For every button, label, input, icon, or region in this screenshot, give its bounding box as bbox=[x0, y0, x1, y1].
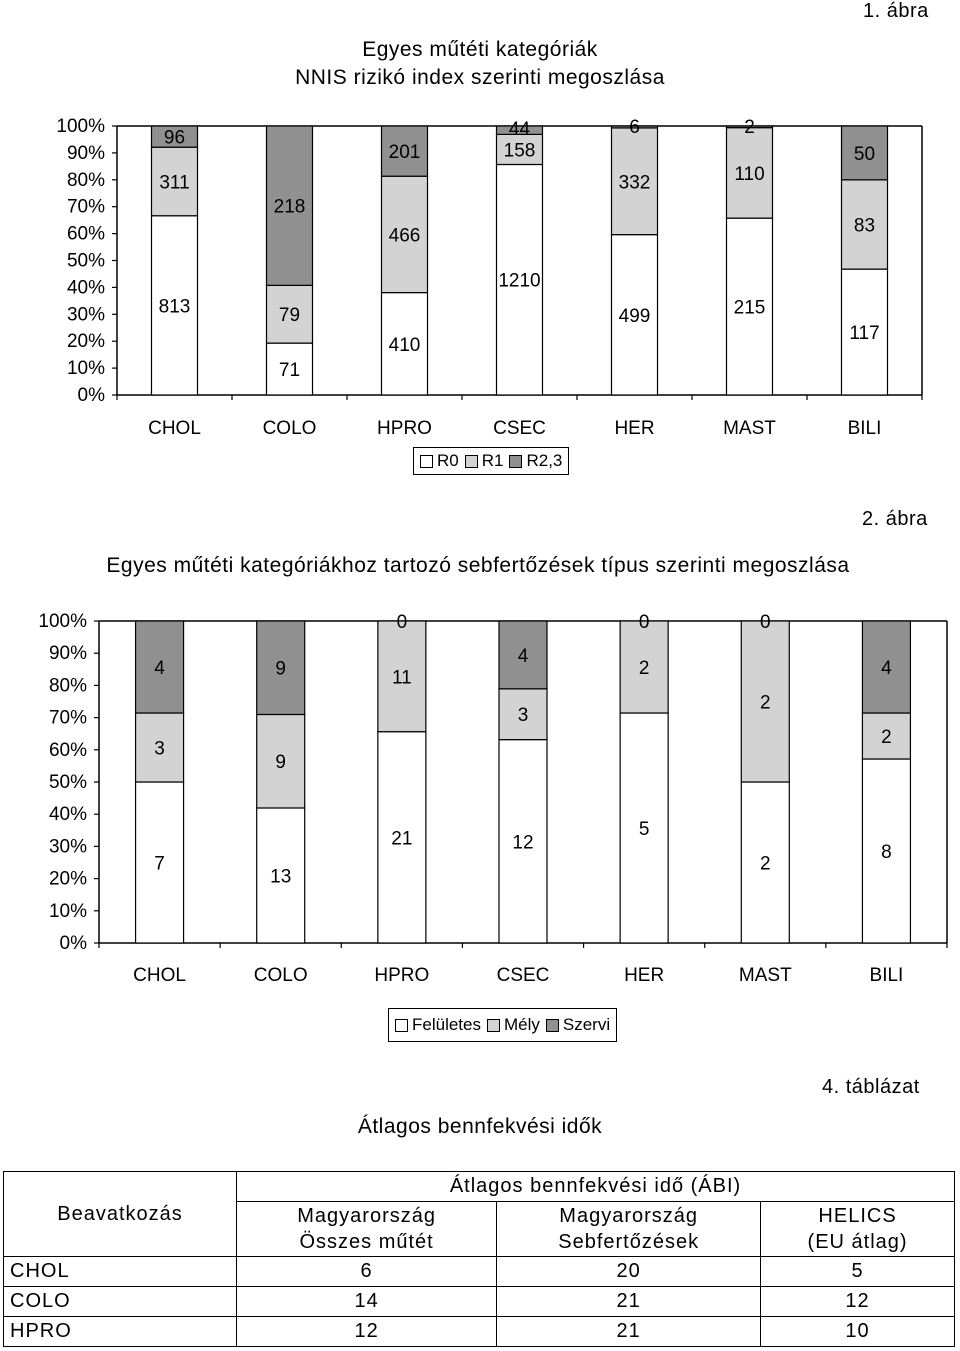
y-tick-label: 10% bbox=[48, 900, 87, 922]
category-label: CSEC bbox=[493, 418, 546, 439]
table4-label: 4. táblázat bbox=[822, 1076, 920, 1098]
data-label: 2 bbox=[759, 853, 771, 875]
header-col3-line2: (EU átlag) bbox=[807, 1231, 908, 1253]
data-label: 44 bbox=[508, 119, 531, 140]
category-label: CSEC bbox=[496, 965, 550, 986]
data-label: 218 bbox=[273, 196, 306, 218]
row-value: 21 bbox=[497, 1317, 761, 1347]
figure2-title: Egyes műtéti kategóriákhoz tartozó sebfertőzések típus szerinti megoszlása bbox=[106, 554, 850, 577]
y-tick-label: 10% bbox=[66, 358, 105, 380]
data-label: 3 bbox=[517, 705, 529, 727]
y-tick-label: 70% bbox=[48, 707, 87, 729]
y-tick-label: 90% bbox=[48, 643, 87, 665]
y-tick-label: 60% bbox=[66, 223, 105, 245]
category-label: BILI bbox=[869, 965, 904, 986]
data-label: 813 bbox=[158, 296, 191, 318]
figure1-title-line2: NNIS rizikó index szerinti megoszlása bbox=[295, 66, 665, 89]
y-tick-label: 100% bbox=[38, 611, 87, 632]
y-tick-label: 80% bbox=[48, 675, 87, 697]
figure1-label: 1. ábra bbox=[863, 0, 929, 22]
category-label: HER bbox=[614, 418, 655, 439]
header-col3-line1: HELICS bbox=[818, 1205, 897, 1227]
row-value: 12 bbox=[761, 1287, 955, 1317]
data-label: 96 bbox=[163, 127, 186, 149]
data-label: 0 bbox=[638, 612, 650, 633]
row-value: 12 bbox=[237, 1317, 497, 1347]
y-tick-label: 20% bbox=[48, 868, 87, 890]
legend-item-mely bbox=[487, 1015, 540, 1035]
header-col2 bbox=[497, 1202, 761, 1257]
row-value: 10 bbox=[761, 1317, 955, 1347]
data-label: 4 bbox=[517, 645, 529, 667]
data-label: 2 bbox=[759, 692, 771, 714]
legend-label-feluletes: Felületes bbox=[412, 1015, 481, 1034]
y-tick-label: 40% bbox=[48, 804, 87, 826]
data-label: 466 bbox=[388, 225, 421, 247]
data-label: 410 bbox=[388, 334, 421, 356]
row-value: 21 bbox=[497, 1287, 761, 1317]
category-label: CHOL bbox=[133, 965, 186, 986]
data-label: 3 bbox=[154, 738, 165, 760]
data-label: 2 bbox=[744, 117, 755, 138]
header-group-abi: Átlagos bennfekvési idő (ÁBI) bbox=[237, 1172, 955, 1202]
category-label: BILI bbox=[847, 418, 882, 439]
abi-table bbox=[3, 1171, 955, 1347]
category-label: HER bbox=[624, 965, 665, 986]
header-col1 bbox=[237, 1202, 497, 1257]
data-label: 0 bbox=[396, 612, 408, 633]
legend-swatch-mely bbox=[487, 1019, 500, 1032]
data-label: 6 bbox=[629, 117, 640, 138]
data-label: 110 bbox=[734, 163, 765, 185]
legend-item-feluletes bbox=[395, 1015, 481, 1035]
table4-title: Átlagos bennfekvési idők bbox=[357, 1115, 603, 1138]
data-label: 215 bbox=[733, 297, 766, 319]
data-label: 13 bbox=[270, 866, 292, 888]
data-label: 4 bbox=[881, 658, 892, 679]
row-name: CHOL bbox=[4, 1257, 237, 1287]
row-value: 20 bbox=[497, 1257, 761, 1287]
data-label: 12 bbox=[512, 832, 534, 854]
data-label: 499 bbox=[618, 305, 651, 327]
legend-swatch-szervi bbox=[546, 1019, 559, 1032]
figure2-label: 2. ábra bbox=[862, 508, 928, 530]
row-name: HPRO bbox=[4, 1317, 237, 1347]
header-col2-line1: Magyarország bbox=[559, 1205, 699, 1227]
y-tick-label: 60% bbox=[48, 739, 87, 761]
data-label: 50 bbox=[853, 143, 876, 165]
legend-swatch-feluletes bbox=[395, 1019, 408, 1032]
legend-item-szervi bbox=[546, 1015, 610, 1035]
row-value: 6 bbox=[237, 1257, 497, 1287]
data-label: 11 bbox=[391, 667, 412, 689]
header-beavatkozas: Beavatkozás bbox=[4, 1172, 237, 1257]
y-tick-label: 100% bbox=[56, 116, 105, 137]
y-tick-label: 90% bbox=[66, 142, 105, 164]
data-label: 83 bbox=[853, 215, 876, 237]
header-col2-line2: Sebfertőzések bbox=[558, 1231, 700, 1253]
data-label: 2 bbox=[881, 727, 892, 748]
data-label: 0 bbox=[759, 612, 771, 633]
data-label: 117 bbox=[849, 323, 880, 345]
data-label: 2 bbox=[638, 658, 650, 679]
y-tick-label: 50% bbox=[48, 772, 87, 793]
category-label: COLO bbox=[253, 965, 308, 986]
legend-label-szervi: Szervi bbox=[562, 1015, 611, 1034]
legend-label-r1: R1 bbox=[481, 451, 504, 470]
y-tick-label: 40% bbox=[66, 277, 105, 299]
data-label: 9 bbox=[275, 752, 287, 774]
y-tick-label: 30% bbox=[66, 304, 105, 326]
data-label: 9 bbox=[275, 658, 287, 680]
y-tick-label: 30% bbox=[48, 836, 87, 858]
legend-label-r0: R0 bbox=[437, 451, 459, 470]
legend-label-mely: Mély bbox=[503, 1015, 540, 1034]
table-row bbox=[4, 1257, 955, 1287]
data-label: 4 bbox=[154, 658, 165, 679]
figure2-legend bbox=[388, 1008, 617, 1042]
data-label: 71 bbox=[278, 360, 301, 382]
data-label: 201 bbox=[388, 142, 421, 164]
y-tick-label: 0% bbox=[77, 385, 105, 406]
category-label: COLO bbox=[262, 418, 317, 439]
category-label: HPRO bbox=[377, 418, 432, 439]
y-tick-label: 20% bbox=[66, 331, 105, 353]
data-label: 1210 bbox=[498, 270, 541, 292]
table-row bbox=[4, 1317, 955, 1347]
data-label: 332 bbox=[618, 172, 651, 194]
header-col1-line2: Összes műtét bbox=[299, 1231, 434, 1253]
header-col1-line1: Magyarország bbox=[297, 1205, 436, 1227]
row-name: COLO bbox=[4, 1287, 237, 1317]
y-tick-label: 70% bbox=[66, 196, 105, 218]
category-label: MAST bbox=[723, 418, 776, 439]
row-value: 14 bbox=[237, 1287, 497, 1317]
category-label: CHOL bbox=[148, 418, 201, 439]
data-label: 8 bbox=[881, 842, 892, 863]
figure1-title-line1: Egyes műtéti kategóriák bbox=[362, 38, 598, 61]
data-label: 158 bbox=[503, 140, 536, 162]
row-value: 5 bbox=[761, 1257, 955, 1287]
category-label: MAST bbox=[738, 965, 792, 986]
category-label: HPRO bbox=[374, 965, 430, 986]
data-label: 21 bbox=[391, 828, 413, 850]
y-tick-label: 80% bbox=[66, 169, 105, 191]
header-col3 bbox=[761, 1202, 955, 1257]
data-label: 5 bbox=[638, 819, 650, 840]
data-label: 7 bbox=[154, 853, 165, 875]
data-label: 311 bbox=[159, 172, 190, 194]
legend-label-r23: R2,3 bbox=[526, 451, 563, 470]
y-tick-label: 0% bbox=[59, 933, 87, 954]
y-tick-label: 50% bbox=[66, 250, 105, 272]
table-row bbox=[4, 1287, 955, 1317]
data-label: 79 bbox=[278, 305, 301, 327]
